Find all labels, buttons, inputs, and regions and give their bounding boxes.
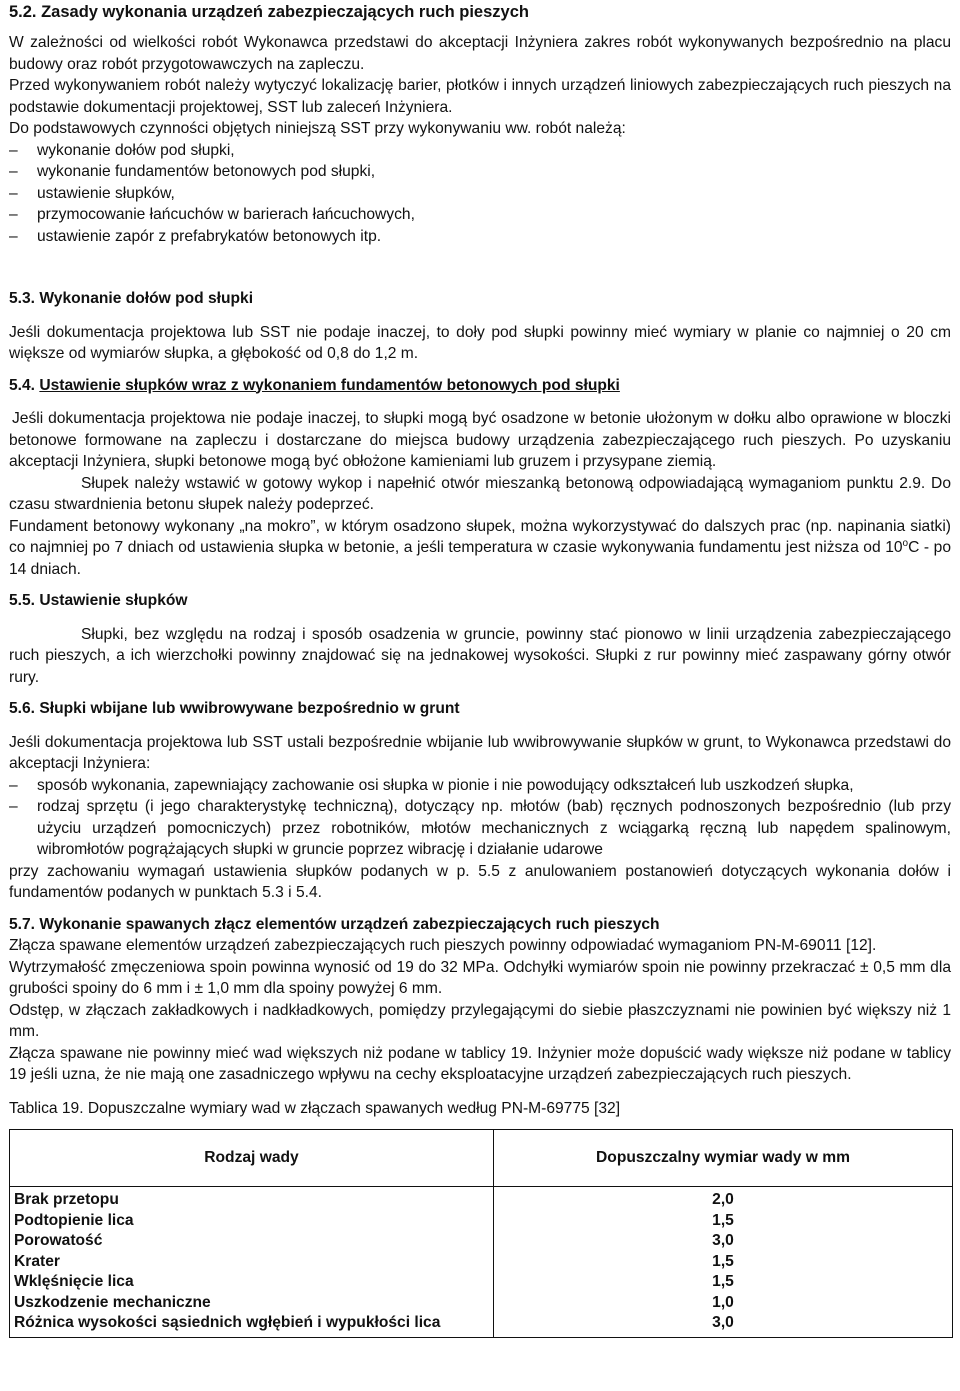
section-5-7-heading (9, 914, 951, 936)
table-row-value: 1,5 (712, 1252, 734, 1270)
table-row-value: 1,5 (712, 1273, 734, 1290)
table-caption: Tablica 19. Dopuszczalne wymiary wad w złączach spawanych według PN-M-69775 [32] (9, 1099, 621, 1117)
table-row-value: 3,0 (712, 1232, 734, 1249)
section-title: Ustawienie słupków (39, 592, 188, 609)
column-header-allowed-size: Dopuszczalny wymiar wady w mm (494, 1130, 953, 1187)
table-row-name: Krater (14, 1252, 60, 1270)
section-5-4-paragraph-3 (9, 516, 951, 581)
section-5-4-paragraph-2: Słupek należy wstawić w gotowy wykop i napełnić otwór mieszanką betonową odpowiadającą wymaganiom punktu 2.9. Do czasu stwardnienia betonu słupek należy podeprzeć. (9, 474, 951, 513)
section-5-6-paragraph-2: przy zachowaniu wymagań ustawienia słupków podanych w p. 5.5 z anulowaniem postanowień dotyczących wykonania dołów i fundamentów podanych w punktach 5.3 i 5.4. (9, 862, 951, 901)
table-row-value: 3,0 (712, 1314, 734, 1331)
table-19 (9, 1129, 953, 1338)
section-number: 5.6. (9, 700, 36, 717)
section-5-7-paragraph-3: Odstęp, w złączach zakładkowych i nadkładkowych, pomiędzy przylegającymi do siebie płaszczyznami nie powinien być większy niż 1 mm. (9, 1001, 951, 1040)
paragraph-text: Fundament betonowy wykonany „na mokro”, w którym osadzono słupek, można wykorzystywać do dalszych prac (np. napinania siatki) co najmniej po 7 dniach od ustawienia słupka w betonie, a jeśli temperatura w czasie wykonywania fundamentu jest niższa od 10 (9, 517, 951, 556)
column-header-defect-type: Rodzaj wady (10, 1130, 494, 1187)
defect-names-cell (10, 1187, 494, 1338)
section-title: Ustawienie słupków wraz z wykonaniem fundamentów betonowych pod słupki (39, 376, 620, 394)
section-number: 5.4. (9, 376, 36, 394)
list-item: – rodzaj sprzętu (i jego charakterystykę techniczną), dotyczący np. młotów (bab) ręcznych podnoszonych bezpośrednio (lub przy użyciu urządzeń pomocniczych) przez robotników, młotów mechanicznych z wciągarką ręczną lub napędem spalinowym, wibromłotów pogrążających słupki w gruncie poprzez wibrację i działanie udarowe (9, 796, 951, 861)
table-row-value: 1,5 (712, 1211, 734, 1229)
section-5-4-heading (9, 375, 951, 397)
table-row-name: Brak przetopu (14, 1191, 119, 1208)
list-item: – przymocowanie łańcuchów w barierach łańcuchowych, (9, 204, 951, 226)
section-number: 5.3. (9, 290, 36, 307)
section-5-2-list (9, 140, 951, 248)
section-5-6-paragraph-1: Jeśli dokumentacja projektowa lub SST ustali bezpośrednie wbijanie lub wwibrowywanie słupków w grunt, to Wykonawca przedstawi do akceptacji Inżyniera: (9, 733, 951, 772)
list-item: – sposób wykonania, zapewniający zachowanie osi słupka w pionie i nie powodujący odkształceń lub uszkodzeń słupka, (9, 775, 951, 797)
section-title: Wykonanie dołów pod słupki (39, 290, 254, 307)
section-5-2-paragraph-3: Do podstawowych czynności objętych niniejszą SST przy wykonywaniu ww. robót należą: (9, 120, 626, 137)
degree-mark: o (902, 537, 909, 549)
section-title: Wykonanie spawanych złącz elementów urządzeń zabezpieczających ruch pieszych (39, 915, 660, 933)
section-5-5-paragraph: Słupki, bez względu na rodzaj i sposób osadzenia w gruncie, powinny stać pionowo w linii urządzenia zabezpieczającego ruch pieszych, a ich wierzchołki powinny znajdować się na jednakowej wysokości. Słupki z rur powinny mieć zaspawany górny otwór rury. (9, 625, 951, 686)
section-5-5-heading (9, 590, 951, 612)
section-5-6-list (9, 775, 951, 861)
defect-values-cell (494, 1187, 953, 1338)
table-row-name: Porowatość (14, 1232, 103, 1249)
table-row-value: 2,0 (712, 1191, 734, 1208)
table-header-row (10, 1130, 953, 1187)
list-item: – ustawienie zapór z prefabrykatów betonowych itp. (9, 226, 951, 248)
section-5-3-paragraph: Jeśli dokumentacja projektowa lub SST nie podaje inaczej, to doły pod słupki powinny mieć wymiary w planie co najmniej o 20 cm większe od wymiarów słupka, a głębokość od 0,8 do 1,2 m. (9, 323, 951, 362)
paragraph-text: C - po 14 dniach. (9, 539, 951, 578)
section-5-2-title: 5.2. Zasady wykonania urządzeń zabezpieczających ruch pieszych (9, 3, 529, 21)
section-5-2-paragraph-2: Przed wykonywaniem robót należy wytyczyć lokalizację barier, płotków i innych urządzeń liniowych zabezpieczających ruch pieszych na podstawie dokumentacji projektowej, SST lub zaleceń Inżyniera. (9, 77, 951, 116)
section-5-6-heading (9, 698, 951, 720)
table-row-name: Podtopienie lica (14, 1211, 134, 1229)
section-5-2-paragraph-1: W zależności od wielkości robót Wykonawca przedstawi do akceptacji Inżyniera zakres robót wykonywanych bezpośrednio na placu budowy oraz robót przygotowawczych na zapleczu. (9, 34, 951, 73)
table-body-row (10, 1187, 953, 1338)
list-item: – wykonanie dołów pod słupki, (9, 140, 951, 162)
list-item: – wykonanie fundamentów betonowych pod słupki, (9, 161, 951, 183)
section-number: 5.5. (9, 592, 36, 609)
section-5-4-paragraph-1: Jeśli dokumentacja projektowa nie podaje inaczej, to słupki mogą być osadzone w betonie ułożonym w dołku albo oprawione w bloczki betonowe formowane na zapleczu i dostarczane do miejsca budowy urządzenia zabezpieczającego ruch pieszych. Po uzyskaniu akceptacji Inżyniera, słupki betonowe mogą być obłożone kamieniami lub gruzem i przysypane ziemią. (9, 410, 951, 470)
section-5-3-heading (9, 288, 951, 310)
list-item: – ustawienie słupków, (9, 183, 951, 205)
section-5-7-paragraph-1: Złącza spawane elementów urządzeń zabezpieczających ruch pieszych powinny odpowiadać wymaganiom PN-M-69011 [12]. (9, 937, 877, 954)
section-5-7-paragraph-4: Złącza spawane nie powinny mieć wad większych niż podane w tablicy 19. Inżynier może dopuścić wady większe niż podane w tablicy 19 jeśli uzna, że nie mają one zasadniczego wpływu na cechy eksploatacyjne urządzeń zabezpieczających ruch pieszych. (9, 1044, 951, 1083)
section-number: 5.7. (9, 915, 36, 933)
section-title: Słupki wbijane lub wwibrowywane bezpośrednio w grunt (39, 700, 460, 717)
table-row-name: Wklęśnięcie lica (14, 1273, 134, 1290)
section-5-7-paragraph-2: Wytrzymałość zmęczeniowa spoin powinna wynosić od 19 do 32 MPa. Odchyłki wymiarów spoin nie powinny przekraczać ± 0,5 mm dla grubości spoiny do 6 mm i ± 1,0 mm dla spoiny powyżej 6 mm. (9, 958, 951, 997)
table-row-name: Uszkodzenie mechaniczne (14, 1293, 211, 1311)
table-row-name: Różnica wysokości sąsiednich wgłębień i wypukłości lica (14, 1314, 441, 1331)
table-row-value: 1,0 (712, 1293, 734, 1311)
